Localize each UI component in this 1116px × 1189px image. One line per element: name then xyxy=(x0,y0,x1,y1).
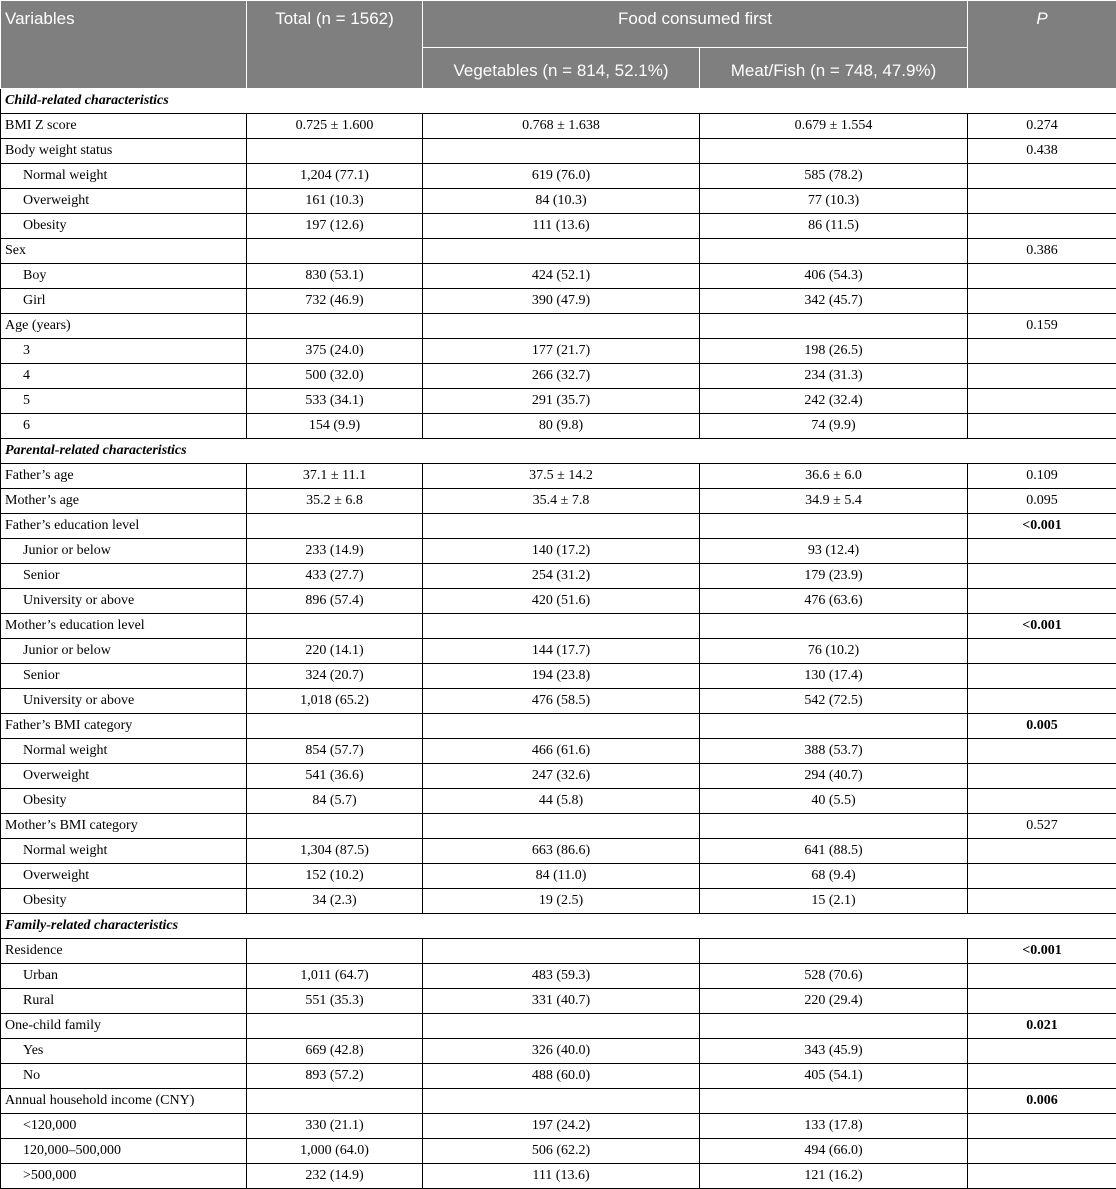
meat-fish-cell: 133 (17.8) xyxy=(700,1114,968,1139)
total-cell: 551 (35.3) xyxy=(247,989,423,1014)
meat-fish-cell: 494 (66.0) xyxy=(700,1139,968,1164)
header-vegetables: Vegetables (n = 814, 52.1%) xyxy=(423,48,700,89)
total-cell xyxy=(247,514,423,539)
table-subrow xyxy=(1,839,1116,864)
p-value-cell xyxy=(968,339,1116,364)
vegetables-cell xyxy=(423,314,700,339)
vegetables-cell: 80 (9.8) xyxy=(423,414,700,439)
table-row xyxy=(1,1014,1116,1039)
total-cell: 1,018 (65.2) xyxy=(247,689,423,714)
p-value-cell xyxy=(968,739,1116,764)
meat-fish-cell: 342 (45.7) xyxy=(700,289,968,314)
total-cell xyxy=(247,614,423,639)
total-cell: 152 (10.2) xyxy=(247,864,423,889)
table-row xyxy=(1,489,1116,514)
row-label: University or above xyxy=(1,689,247,714)
meat-fish-cell: 388 (53.7) xyxy=(700,739,968,764)
table-subrow xyxy=(1,889,1116,914)
vegetables-cell: 0.768 ± 1.638 xyxy=(423,114,700,139)
header-p-value: P xyxy=(968,1,1116,89)
p-value-cell: 0.274 xyxy=(968,114,1116,139)
p-value-cell: 0.386 xyxy=(968,239,1116,264)
table-row xyxy=(1,814,1116,839)
vegetables-cell: 326 (40.0) xyxy=(423,1039,700,1064)
vegetables-cell xyxy=(423,1014,700,1039)
row-label: Overweight xyxy=(1,189,247,214)
meat-fish-cell: 130 (17.4) xyxy=(700,664,968,689)
table-subrow xyxy=(1,289,1116,314)
p-value-cell xyxy=(968,589,1116,614)
table-subrow xyxy=(1,539,1116,564)
table-subrow xyxy=(1,264,1116,289)
p-value-cell xyxy=(968,1164,1116,1189)
vegetables-cell: 390 (47.9) xyxy=(423,289,700,314)
vegetables-cell: 44 (5.8) xyxy=(423,789,700,814)
vegetables-cell: 144 (17.7) xyxy=(423,639,700,664)
row-label: Obesity xyxy=(1,214,247,239)
row-label: Annual household income (CNY) xyxy=(1,1089,247,1114)
total-cell: 1,204 (77.1) xyxy=(247,164,423,189)
vegetables-cell: 111 (13.6) xyxy=(423,1164,700,1189)
total-cell: 533 (34.1) xyxy=(247,389,423,414)
p-value-cell xyxy=(968,664,1116,689)
row-label: Overweight xyxy=(1,764,247,789)
row-label: 4 xyxy=(1,364,247,389)
total-cell: 84 (5.7) xyxy=(247,789,423,814)
row-label: Mother’s BMI category xyxy=(1,814,247,839)
meat-fish-cell: 68 (9.4) xyxy=(700,864,968,889)
p-value-cell xyxy=(968,364,1116,389)
total-cell: 232 (14.9) xyxy=(247,1164,423,1189)
row-label: Sex xyxy=(1,239,247,264)
vegetables-cell: 35.4 ± 7.8 xyxy=(423,489,700,514)
section-row xyxy=(1,89,1116,114)
meat-fish-cell xyxy=(700,814,968,839)
vegetables-cell: 483 (59.3) xyxy=(423,964,700,989)
meat-fish-cell: 74 (9.9) xyxy=(700,414,968,439)
total-cell: 433 (27.7) xyxy=(247,564,423,589)
row-label: Father’s age xyxy=(1,464,247,489)
vegetables-cell: 84 (11.0) xyxy=(423,864,700,889)
row-label: Girl xyxy=(1,289,247,314)
row-label: 5 xyxy=(1,389,247,414)
row-label: No xyxy=(1,1064,247,1089)
row-label: 3 xyxy=(1,339,247,364)
total-cell: 1,011 (64.7) xyxy=(247,964,423,989)
header-meat-fish: Meat/Fish (n = 748, 47.9%) xyxy=(700,48,968,89)
row-label: Urban xyxy=(1,964,247,989)
total-cell xyxy=(247,139,423,164)
vegetables-cell: 619 (76.0) xyxy=(423,164,700,189)
row-label: Age (years) xyxy=(1,314,247,339)
row-label: Normal weight xyxy=(1,164,247,189)
p-value-cell xyxy=(968,189,1116,214)
total-cell: 161 (10.3) xyxy=(247,189,423,214)
vegetables-cell xyxy=(423,1089,700,1114)
vegetables-cell xyxy=(423,814,700,839)
vegetables-cell: 331 (40.7) xyxy=(423,989,700,1014)
p-value-cell xyxy=(968,889,1116,914)
table-subrow xyxy=(1,989,1116,1014)
table-subrow xyxy=(1,1114,1116,1139)
row-label: University or above xyxy=(1,589,247,614)
table-subrow xyxy=(1,414,1116,439)
table-row xyxy=(1,239,1116,264)
p-value-cell: 0.159 xyxy=(968,314,1116,339)
meat-fish-cell: 198 (26.5) xyxy=(700,339,968,364)
total-cell: 0.725 ± 1.600 xyxy=(247,114,423,139)
total-cell: 375 (24.0) xyxy=(247,339,423,364)
row-label: Residence xyxy=(1,939,247,964)
table-subrow xyxy=(1,764,1116,789)
meat-fish-cell: 476 (63.6) xyxy=(700,589,968,614)
p-value-cell xyxy=(968,289,1116,314)
total-cell: 324 (20.7) xyxy=(247,664,423,689)
meat-fish-cell: 641 (88.5) xyxy=(700,839,968,864)
table-body xyxy=(1,89,1116,1189)
p-value-cell xyxy=(968,564,1116,589)
meat-fish-cell: 294 (40.7) xyxy=(700,764,968,789)
row-label: Mother’s age xyxy=(1,489,247,514)
table-subrow xyxy=(1,739,1116,764)
total-cell: 830 (53.1) xyxy=(247,264,423,289)
row-label: Yes xyxy=(1,1039,247,1064)
row-label: Obesity xyxy=(1,789,247,814)
table-row xyxy=(1,314,1116,339)
row-label: One-child family xyxy=(1,1014,247,1039)
total-cell xyxy=(247,1014,423,1039)
row-label: Obesity xyxy=(1,889,247,914)
meat-fish-cell xyxy=(700,614,968,639)
table-subrow xyxy=(1,364,1116,389)
meat-fish-cell: 93 (12.4) xyxy=(700,539,968,564)
row-label: Father’s education level xyxy=(1,514,247,539)
p-value-cell xyxy=(968,164,1116,189)
table-header xyxy=(1,1,1116,89)
meat-fish-cell: 77 (10.3) xyxy=(700,189,968,214)
p-value-cell xyxy=(968,764,1116,789)
row-label: 120,000–500,000 xyxy=(1,1139,247,1164)
section-row xyxy=(1,439,1116,464)
vegetables-cell xyxy=(423,514,700,539)
vegetables-cell xyxy=(423,139,700,164)
vegetables-cell: 266 (32.7) xyxy=(423,364,700,389)
vegetables-cell: 140 (17.2) xyxy=(423,539,700,564)
row-label: Mother’s education level xyxy=(1,614,247,639)
row-label: BMI Z score xyxy=(1,114,247,139)
vegetables-cell xyxy=(423,239,700,264)
table-subrow xyxy=(1,389,1116,414)
meat-fish-cell xyxy=(700,1014,968,1039)
vegetables-cell: 37.5 ± 14.2 xyxy=(423,464,700,489)
p-value-cell: <0.001 xyxy=(968,514,1116,539)
table-subrow xyxy=(1,964,1116,989)
header-variables: Variables xyxy=(1,1,247,89)
table-subrow xyxy=(1,1064,1116,1089)
total-cell xyxy=(247,314,423,339)
table-subrow xyxy=(1,664,1116,689)
p-value-cell: <0.001 xyxy=(968,939,1116,964)
meat-fish-cell: 242 (32.4) xyxy=(700,389,968,414)
meat-fish-cell: 585 (78.2) xyxy=(700,164,968,189)
meat-fish-cell: 234 (31.3) xyxy=(700,364,968,389)
row-label: Boy xyxy=(1,264,247,289)
p-value-cell xyxy=(968,989,1116,1014)
row-label: Senior xyxy=(1,564,247,589)
total-cell: 330 (21.1) xyxy=(247,1114,423,1139)
section-heading: Child-related characteristics xyxy=(1,89,1116,114)
vegetables-cell: 291 (35.7) xyxy=(423,389,700,414)
total-cell: 854 (57.7) xyxy=(247,739,423,764)
table-subrow xyxy=(1,164,1116,189)
meat-fish-cell: 15 (2.1) xyxy=(700,889,968,914)
p-value-cell: 0.021 xyxy=(968,1014,1116,1039)
row-label: Senior xyxy=(1,664,247,689)
p-value-cell xyxy=(968,414,1116,439)
p-value-cell xyxy=(968,689,1116,714)
vegetables-cell: 488 (60.0) xyxy=(423,1064,700,1089)
vegetables-cell: 424 (52.1) xyxy=(423,264,700,289)
meat-fish-cell xyxy=(700,1089,968,1114)
table-row xyxy=(1,939,1116,964)
meat-fish-cell xyxy=(700,939,968,964)
p-value-cell xyxy=(968,864,1116,889)
table-row xyxy=(1,614,1116,639)
total-cell: 197 (12.6) xyxy=(247,214,423,239)
meat-fish-cell: 343 (45.9) xyxy=(700,1039,968,1064)
section-row xyxy=(1,914,1116,939)
p-value-cell xyxy=(968,1039,1116,1064)
meat-fish-cell xyxy=(700,139,968,164)
meat-fish-cell: 528 (70.6) xyxy=(700,964,968,989)
p-value-cell xyxy=(968,1064,1116,1089)
table-row xyxy=(1,514,1116,539)
meat-fish-cell xyxy=(700,239,968,264)
table-subrow xyxy=(1,189,1116,214)
table-subrow xyxy=(1,639,1116,664)
p-value-cell xyxy=(968,539,1116,564)
header-food-consumed-first: Food consumed first xyxy=(423,1,968,48)
table-subrow xyxy=(1,864,1116,889)
vegetables-cell: 19 (2.5) xyxy=(423,889,700,914)
total-cell: 35.2 ± 6.8 xyxy=(247,489,423,514)
total-cell: 220 (14.1) xyxy=(247,639,423,664)
total-cell: 1,304 (87.5) xyxy=(247,839,423,864)
table-subrow xyxy=(1,1039,1116,1064)
total-cell xyxy=(247,1089,423,1114)
p-value-cell xyxy=(968,964,1116,989)
total-cell xyxy=(247,239,423,264)
vegetables-cell: 420 (51.6) xyxy=(423,589,700,614)
vegetables-cell xyxy=(423,614,700,639)
p-value-cell xyxy=(968,264,1116,289)
meat-fish-cell: 542 (72.5) xyxy=(700,689,968,714)
total-cell: 669 (42.8) xyxy=(247,1039,423,1064)
p-value-cell xyxy=(968,214,1116,239)
total-cell: 1,000 (64.0) xyxy=(247,1139,423,1164)
vegetables-cell: 254 (31.2) xyxy=(423,564,700,589)
table-subrow xyxy=(1,689,1116,714)
vegetables-cell xyxy=(423,939,700,964)
table-subrow xyxy=(1,564,1116,589)
vegetables-cell: 663 (86.6) xyxy=(423,839,700,864)
vegetables-cell: 247 (32.6) xyxy=(423,764,700,789)
total-cell: 37.1 ± 11.1 xyxy=(247,464,423,489)
meat-fish-cell xyxy=(700,714,968,739)
p-value-cell xyxy=(968,839,1116,864)
meat-fish-cell xyxy=(700,314,968,339)
total-cell: 896 (57.4) xyxy=(247,589,423,614)
total-cell xyxy=(247,939,423,964)
p-value-cell: 0.527 xyxy=(968,814,1116,839)
p-value-cell xyxy=(968,789,1116,814)
p-value-cell xyxy=(968,639,1116,664)
table-subrow xyxy=(1,1139,1116,1164)
total-cell: 732 (46.9) xyxy=(247,289,423,314)
total-cell xyxy=(247,814,423,839)
meat-fish-cell: 0.679 ± 1.554 xyxy=(700,114,968,139)
total-cell: 233 (14.9) xyxy=(247,539,423,564)
table-row xyxy=(1,1089,1116,1114)
meat-fish-cell xyxy=(700,514,968,539)
vegetables-cell: 111 (13.6) xyxy=(423,214,700,239)
table-subrow xyxy=(1,589,1116,614)
table-row xyxy=(1,714,1116,739)
p-value-cell: 0.005 xyxy=(968,714,1116,739)
row-label: Father’s BMI category xyxy=(1,714,247,739)
p-value-cell: 0.095 xyxy=(968,489,1116,514)
p-value-cell xyxy=(968,1114,1116,1139)
meat-fish-cell: 86 (11.5) xyxy=(700,214,968,239)
vegetables-cell: 466 (61.6) xyxy=(423,739,700,764)
vegetables-cell: 177 (21.7) xyxy=(423,339,700,364)
row-label: Junior or below xyxy=(1,639,247,664)
p-value-cell xyxy=(968,1139,1116,1164)
table-row xyxy=(1,114,1116,139)
table-subrow xyxy=(1,339,1116,364)
vegetables-cell: 476 (58.5) xyxy=(423,689,700,714)
vegetables-cell: 84 (10.3) xyxy=(423,189,700,214)
vegetables-cell: 194 (23.8) xyxy=(423,664,700,689)
total-cell: 154 (9.9) xyxy=(247,414,423,439)
p-value-cell xyxy=(968,389,1116,414)
meat-fish-cell: 220 (29.4) xyxy=(700,989,968,1014)
meat-fish-cell: 179 (23.9) xyxy=(700,564,968,589)
table-subrow xyxy=(1,1164,1116,1189)
p-value-cell: <0.001 xyxy=(968,614,1116,639)
section-heading: Family-related characteristics xyxy=(1,914,1116,939)
meat-fish-cell: 121 (16.2) xyxy=(700,1164,968,1189)
table-subrow xyxy=(1,214,1116,239)
vegetables-cell: 197 (24.2) xyxy=(423,1114,700,1139)
total-cell: 34 (2.3) xyxy=(247,889,423,914)
table-row xyxy=(1,464,1116,489)
p-value-cell: 0.109 xyxy=(968,464,1116,489)
total-cell: 893 (57.2) xyxy=(247,1064,423,1089)
vegetables-cell: 506 (62.2) xyxy=(423,1139,700,1164)
row-label: <120,000 xyxy=(1,1114,247,1139)
row-label: Body weight status xyxy=(1,139,247,164)
table-subrow xyxy=(1,789,1116,814)
section-heading: Parental-related characteristics xyxy=(1,439,1116,464)
meat-fish-cell: 406 (54.3) xyxy=(700,264,968,289)
meat-fish-cell: 405 (54.1) xyxy=(700,1064,968,1089)
row-label: Rural xyxy=(1,989,247,1014)
meat-fish-cell: 40 (5.5) xyxy=(700,789,968,814)
total-cell xyxy=(247,714,423,739)
row-label: Normal weight xyxy=(1,839,247,864)
row-label: Normal weight xyxy=(1,739,247,764)
row-label: >500,000 xyxy=(1,1164,247,1189)
header-total: Total (n = 1562) xyxy=(247,1,423,89)
p-value-cell: 0.006 xyxy=(968,1089,1116,1114)
p-value-cell: 0.438 xyxy=(968,139,1116,164)
row-label: Overweight xyxy=(1,864,247,889)
meat-fish-cell: 76 (10.2) xyxy=(700,639,968,664)
row-label: Junior or below xyxy=(1,539,247,564)
table-row xyxy=(1,139,1116,164)
meat-fish-cell: 36.6 ± 6.0 xyxy=(700,464,968,489)
total-cell: 541 (36.6) xyxy=(247,764,423,789)
meat-fish-cell: 34.9 ± 5.4 xyxy=(700,489,968,514)
total-cell: 500 (32.0) xyxy=(247,364,423,389)
vegetables-cell xyxy=(423,714,700,739)
row-label: 6 xyxy=(1,414,247,439)
